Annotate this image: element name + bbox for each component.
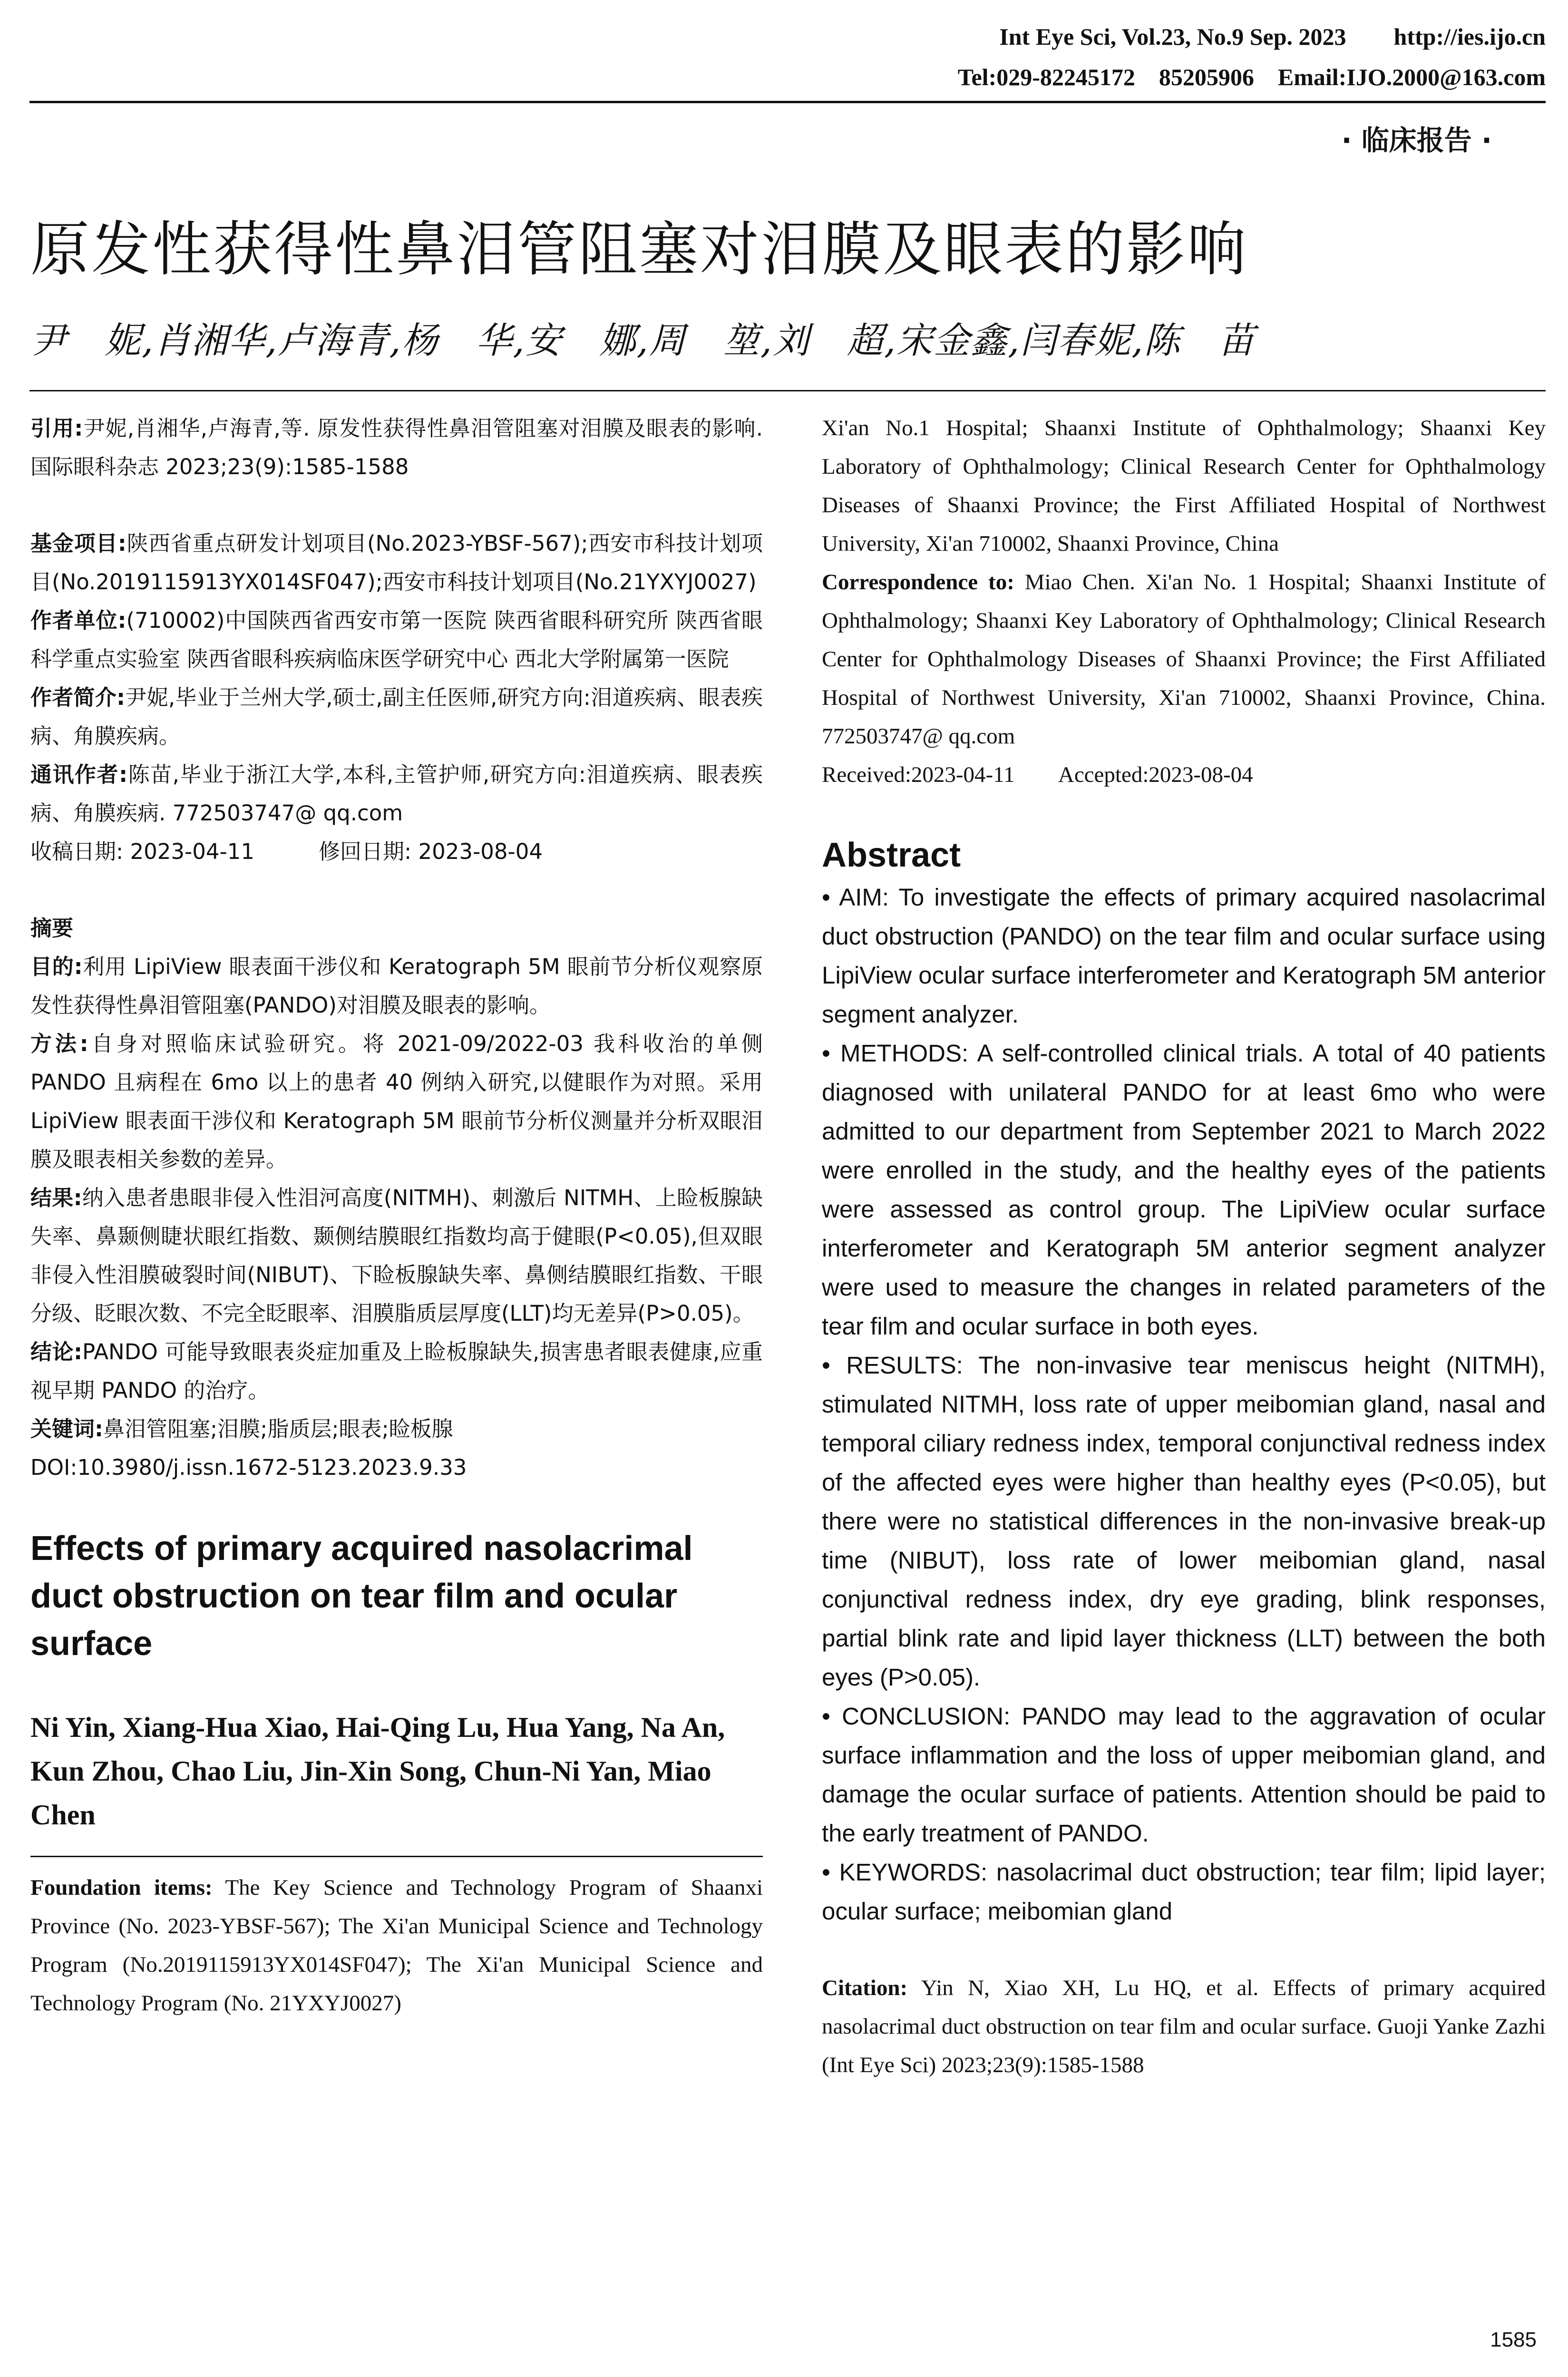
section-label: · 临床报告 ·: [1341, 124, 1492, 156]
correspondence-en: [822, 563, 1546, 756]
bio-text: 尹妮,毕业于兰州大学,硕士,副主任医师,研究方向:泪道疾病、眼表疾病、角膜疾病。: [30, 685, 763, 749]
unit-label: 作者单位:: [30, 608, 127, 633]
result-cn: [30, 1179, 763, 1333]
fund-cn: [30, 524, 763, 601]
foundation-text: The Key Science and Technology Program of Shaanxi Province (No. 2023-YBSF-567); The Xi'an Municipal Science and Technology Program (No.2019115913YX014SF047); The Xi'an Municipal Science and Technology Program (No. 21YXYJ0027): [30, 1875, 763, 2016]
fund-label: 基金项目:: [30, 531, 127, 556]
abstract-keywords: • KEYWORDS: nasolacrimal duct obstruction; tear film; lipid layer; ocular surface; meibomian gland: [822, 1859, 1546, 1925]
foundation-label: Foundation items:: [30, 1875, 213, 1900]
authors-rule: [29, 390, 1546, 391]
unit-cn: [30, 601, 763, 678]
bio-cn: [30, 678, 763, 755]
doi: DOI:10.3980/j.issn.1672-5123.2023.9.33: [30, 1455, 467, 1480]
corr-label: 通讯作者:: [30, 762, 128, 787]
dates-cn: 收稿日期: 2023-04-11 修回日期: 2023-08-04: [30, 839, 543, 864]
journal-header: [29, 18, 1546, 104]
abstract-results: • RESULTS: The non-invasive tear meniscus height (NITMH), stimulated NITMH, loss rate of upper meibomian gland, nasal and temporal ciliary redness index, temporal conjunctival redness index of the affected eyes were higher than healthy eyes (P<0.05), but there were no statistical differences in the non-invasive break-up time (NIBUT), loss rate of lower meibomian gland, nasal conjunctival redness index, dry eye grading, blink responses, partial blink rate and lipid layer thickness (LLT) between the both eyes (P>0.05).: [822, 1352, 1546, 1691]
correspondence-text: Miao Chen. Xi'an No. 1 Hospital; Shaanxi Institute of Ophthalmology; Shaanxi Key Laboratory of Ophthalmology; Clinical Research Center for Ophthalmology Diseases of Shaanxi Province; the First Affiliated Hospital of Northwest University, Xi'an 710002, Shaanxi Province, China. 772503747@ qq.com: [822, 570, 1546, 749]
left-column: [30, 409, 763, 2023]
citation-cn: [30, 409, 763, 486]
result-label: 结果:: [30, 1185, 82, 1210]
authors-en: Ni Yin, Xiang-Hua Xiao, Hai-Qing Lu, Hua Yang, Na An, Kun Zhou, Chao Liu, Jin-Xin Song, Chun-Ni Yan, Miao Chen: [30, 1712, 725, 1831]
citation-text: 尹妮,肖湘华,卢海青,等. 原发性获得性鼻泪管阻塞对泪膜及眼表的影响. 国际眼科杂志 2023;23(9):1585-1588: [30, 416, 763, 479]
corr-cn: [30, 755, 763, 832]
journal-info-line: Int Eye Sci, Vol.23, No.9 Sep. 2023 http://ies.ijo.cn: [999, 23, 1546, 50]
right-column: [822, 409, 1546, 2085]
dates-en: Received:2023-04-11 Accepted:2023-08-04: [822, 762, 1253, 787]
aim-text: 利用 LipiView 眼表面干涉仪和 Keratograph 5M 眼前节分析仪观察原发性获得性鼻泪管阻塞(PANDO)对泪膜及眼表的影响。: [30, 954, 763, 1018]
correspondence-label: Correspondence to:: [822, 570, 1014, 594]
aim-cn: [30, 947, 763, 1024]
keywords-text: 鼻泪管阻塞;泪膜;脂质层;眼表;睑板腺: [103, 1416, 453, 1442]
method-text: 自身对照临床试验研究。将 2021-09/2022-03 我科收治的单侧 PANDO 且病程在 6mo 以上的患者 40 例纳入研究,以健眼作为对照。采用 LipiView 眼表面干涉仪和 Keratograph 5M 眼前节分析仪测量并分析双眼泪膜及眼表相关参数的差异。: [30, 1031, 763, 1172]
method-label: 方法:: [30, 1031, 88, 1056]
journal-contact-line: Tel:029-82245172 85205906 Email:IJO.2000@163.com: [957, 64, 1546, 90]
abstract-methods: • METHODS: A self-controlled clinical trials. A total of 40 patients diagnosed with unilateral PANDO for at least 6mo who were admitted to our department from September 2021 to March 2022 were enrolled in the study, and the healthy eyes of the patients were assessed as control group. The LipiView ocular surface interferometer and Keratograph 5M anterior segment analyzer were used to measure the changes in related parameters of the tear film and ocular surface in both eyes.: [822, 1040, 1546, 1340]
header-rule: [29, 101, 1546, 103]
keywords-cn: [30, 1410, 763, 1448]
conclusion-label: 结论:: [30, 1339, 82, 1364]
corr-text: 陈苗,毕业于浙江大学,本科,主管护师,研究方向:泪道疾病、眼表疾病、角膜疾病. 772503747@ qq.com: [30, 762, 763, 826]
citation-label: 引用:: [30, 416, 83, 441]
citation-en: [822, 1969, 1546, 2085]
method-cn: [30, 1024, 763, 1179]
abstract-heading-en: Abstract: [822, 836, 961, 874]
conclusion-cn: [30, 1333, 763, 1410]
abstract-heading-cn: 摘要: [30, 916, 74, 941]
page-number: 1585: [1490, 2328, 1537, 2351]
citation-en-text: Yin N, Xiao XH, Lu HQ, et al. Effects of primary acquired nasolacrimal duct obstruction on tear film and ocular surface. Guoji Yanke Zazhi (Int Eye Sci) 2023;23(9):1585-1588: [822, 1976, 1546, 2077]
authors-cn: 尹 妮,肖湘华,卢海青,杨 华,安 娜,周 堃,刘 超,宋金鑫,闫春妮,陈 苗: [30, 319, 1256, 361]
result-text: 纳入患者患眼非侵入性泪河高度(NITMH)、刺激后 NITMH、上睑板腺缺失率、鼻颞侧睫状眼红指数、颞侧结膜眼红指数均高于健眼(P<0.05),但双眼非侵入性泪膜破裂时间(NIBUT)、下睑板腺缺失率、鼻侧结膜眼红指数、干眼分级、眨眼次数、不完全眨眼率、泪膜脂质层厚度(LLT)均无差异(P>0.05)。: [30, 1185, 763, 1326]
unit-text: (710002)中国陕西省西安市第一医院 陕西省眼科研究所 陕西省眼科学重点实验室 陕西省眼科疾病临床医学研究中心 西北大学附属第一医院: [30, 608, 763, 672]
fund-text: 陕西省重点研发计划项目(No.2023-YBSF-567);西安市科技计划项目(No.2019115913YX014SF047);西安市科技计划项目(No.21YXYJ0027): [30, 531, 763, 594]
conclusion-text: PANDO 可能导致眼表炎症加重及上睑板腺缺失,损害患者眼表健康,应重视早期 PANDO 的治疗。: [30, 1339, 763, 1403]
keywords-label: 关键词:: [30, 1416, 103, 1442]
foundation-en: [30, 1869, 763, 2023]
abstract-conclusion: • CONCLUSION: PANDO may lead to the aggravation of ocular surface inflammation and the loss of upper meibomian gland, and damage the ocular surface of patients. Attention should be paid to the early treatment of PANDO.: [822, 1703, 1546, 1847]
citation-en-label: Citation:: [822, 1976, 908, 2000]
aim-label: 目的:: [30, 954, 83, 979]
bio-label: 作者简介:: [30, 685, 126, 710]
abstract-aim: • AIM: To investigate the effects of primary acquired nasolacrimal duct obstruction (PANDO) on the tear film and ocular surface using LipiView ocular surface interferometer and Keratograph 5M anterior segment analyzer.: [822, 884, 1546, 1028]
article-title-cn: 原发性获得性鼻泪管阻塞对泪膜及眼表的影响: [30, 215, 1248, 284]
affiliation-en: Xi'an No.1 Hospital; Shaanxi Institute of Ophthalmology; Shaanxi Key Laboratory of Ophthalmology; Clinical Research Center for Ophthalmology Diseases of Shaanxi Province; the First Affiliated Hospital of Northwest University, Xi'an 710002, Shaanxi Province, China: [822, 416, 1546, 556]
article-title-en: Effects of primary acquired nasolacrimal duct obstruction on tear film and ocular surface: [30, 1529, 693, 1663]
